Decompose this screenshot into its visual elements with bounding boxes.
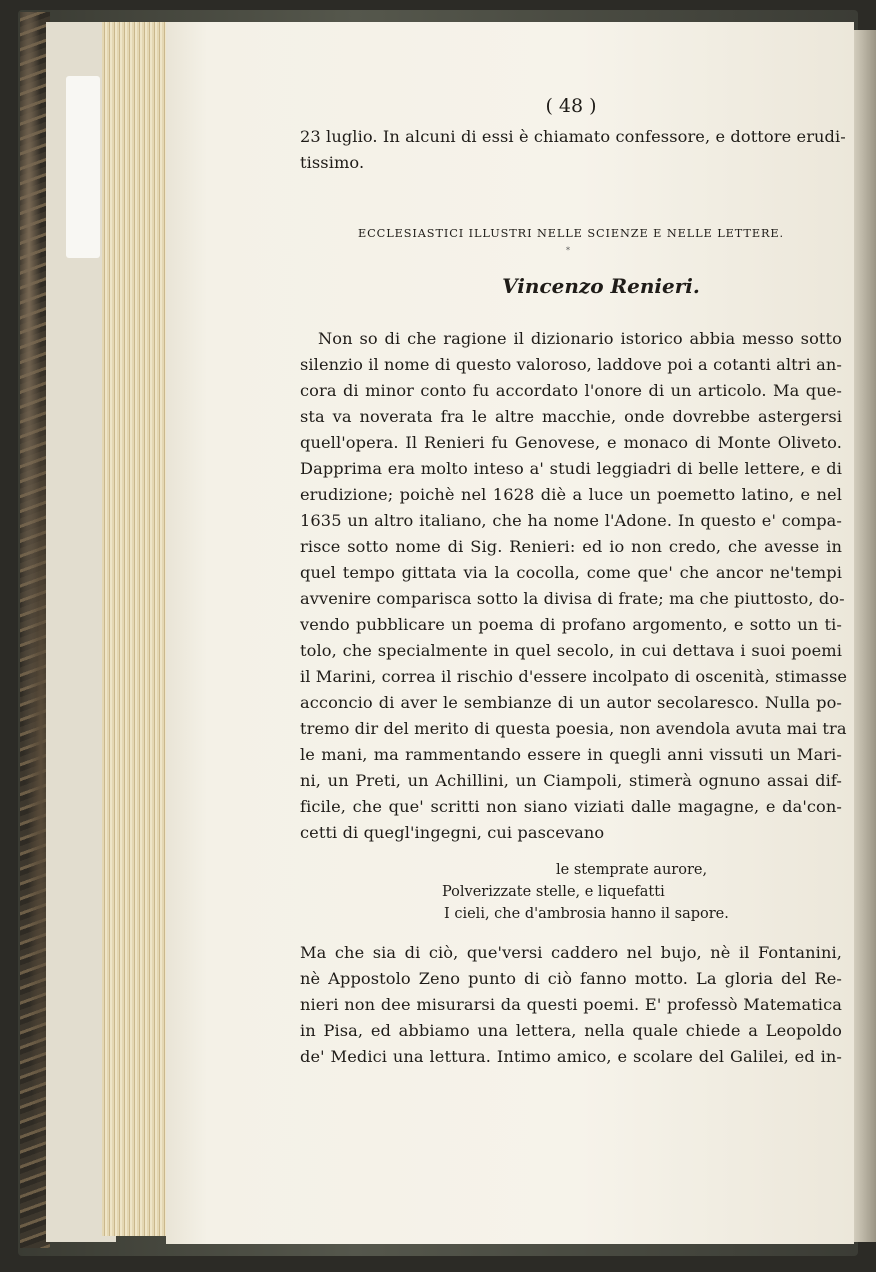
- verse-line: le stemprate aurore,: [556, 862, 708, 878]
- page-edges: [102, 22, 168, 1236]
- book-page: [166, 22, 854, 1244]
- page-number: ( 48 ): [545, 95, 597, 117]
- text-line: tremo dir del merito di questa poesia, non avendola avuta mai tra: [300, 719, 847, 738]
- text-line: cetti di quegl'ingegni, cui pascevano: [300, 823, 605, 842]
- text-line: acconcio di aver le sembianze di un autor secolaresco. Nulla po-: [300, 693, 842, 712]
- text-line: nieri non dee misurarsi da questi poemi. E' professò Matematica: [300, 995, 842, 1014]
- text-line: Dapprima era molto inteso a' studi leggiadri di belle lettere, e di: [300, 459, 842, 478]
- text-line: in Pisa, ed abbiamo una lettera, nella quale chiede a Leopoldo: [300, 1021, 842, 1040]
- author-heading: Vincenzo Renieri.: [502, 274, 700, 298]
- text-line: Ma che sia di ciò, que'versi caddero nel bujo, nè il Fontanini,: [300, 943, 842, 962]
- page-fore-edge: [852, 30, 876, 1242]
- text-line: ficile, che que' scritti non siano viziati dalle magagne, e da'con-: [300, 797, 842, 816]
- text-line: Non so di che ragione il dizionario istorico abbia messo sotto: [318, 329, 842, 348]
- verse-line: I cieli, che d'ambrosia hanno il sapore.: [444, 906, 729, 922]
- text-line: risce sotto nome di Sig. Renieri: ed io non credo, che avesse in: [300, 537, 842, 556]
- text-line: de' Medici una lettura. Intimo amico, e scolare del Galilei, ed in-: [300, 1047, 842, 1066]
- section-heading: ECCLESIASTICI ILLUSTRI NELLE SCIENZE E NELLE LETTERE.: [357, 227, 785, 240]
- text-line: avvenire comparisca sotto la divisa di frate; ma che piuttosto, do-: [300, 589, 845, 608]
- text-line: silenzio il nome di questo valoroso, laddove poi a cotanti altri an-: [300, 355, 842, 374]
- text-line: quell'opera. Il Renieri fu Genovese, e monaco di Monte Oliveto.: [300, 433, 842, 452]
- text-line: le mani, ma rammentando essere in quegli anni vissuti un Mari-: [300, 745, 842, 764]
- text-line: cora di minor conto fu accordato l'onore di un articolo. Ma que-: [300, 381, 842, 400]
- text-line: tissimo.: [300, 153, 365, 172]
- paper-tab: [66, 76, 100, 258]
- text-line: quel tempo gittata via la cocolla, come que' che ancor ne'tempi: [300, 563, 842, 582]
- text-line: sta va noverata fra le altre macchie, onde dovrebbe astergersi: [300, 407, 842, 426]
- text-line: il Marini, correa il rischio d'essere incolpato di oscenità, stimasse: [300, 667, 848, 686]
- ornament: *: [566, 246, 570, 255]
- text-line: vendo pubblicare un poema di profano argomento, e sotto un ti-: [300, 615, 842, 634]
- text-line: 1635 un altro italiano, che ha nome l'Adone. In questo e' compa-: [300, 511, 842, 530]
- text-line: nè Appostolo Zeno punto di ciò fanno motto. La gloria del Re-: [300, 969, 842, 988]
- text-line: tolo, che specialmente in quel secolo, in cui dettava i suoi poemi: [300, 641, 842, 660]
- text-line: erudizione; poichè nel 1628 diè a luce un poemetto latino, e nel: [300, 485, 842, 504]
- text-line: ni, un Preti, un Achillini, un Ciampoli, stimerà ognuno assai dif-: [300, 771, 842, 790]
- verse-line: Polverizzate stelle, e liquefatti: [442, 884, 665, 900]
- text-line: 23 luglio. In alcuni di essi è chiamato confessore, e dottore erudi-: [300, 127, 846, 146]
